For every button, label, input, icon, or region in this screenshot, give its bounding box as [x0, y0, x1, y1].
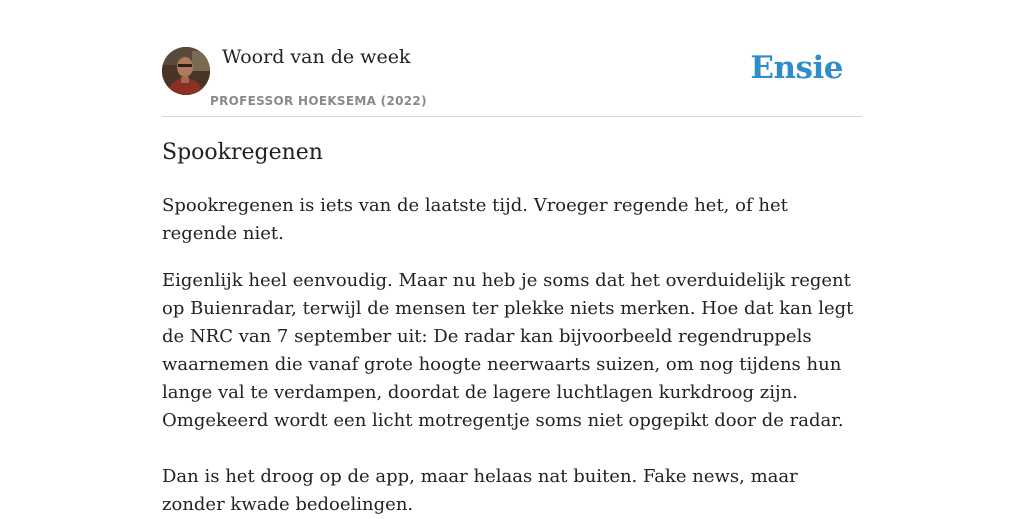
article-body — [162, 192, 862, 519]
article-card — [162, 0, 862, 515]
series-title[interactable]: Woord van de week — [222, 46, 411, 68]
brand-logo[interactable]: Ensie — [750, 50, 843, 86]
article-paragraph: Eigenlijk heel eenvoudig. Maar nu heb je soms dat het overduidelijk regent op Buienradar, terwijl de mensen ter plekke niets merken. Hoe dat kan legt de NRC van 7 september uit: De radar kan bijvoorbeeld regendruppels waarnemen die vanaf grote hoogte neerwaarts suizen, om nog tijdens hun lange val te verdampen, doordat de lagere luchtlagen kurkdroog zijn. Omgekeerd wordt een licht motregentje soms niet opgepikt door de radar. Dan is het droog op de app, maar helaas nat buiten. Fake news, maar zonder kwade bedoelingen. — [162, 270, 854, 515]
author-name[interactable]: PROFESSOR HOEKSEMA (2022) — [210, 94, 427, 108]
avatar[interactable] — [162, 47, 210, 95]
article-paragraph: Spookregenen is iets van de laatste tijd. Vroeger regende het, of het regende niet. — [162, 195, 788, 244]
author-photo — [162, 47, 210, 95]
page-title: Spookregenen — [162, 140, 323, 165]
header — [162, 0, 862, 117]
